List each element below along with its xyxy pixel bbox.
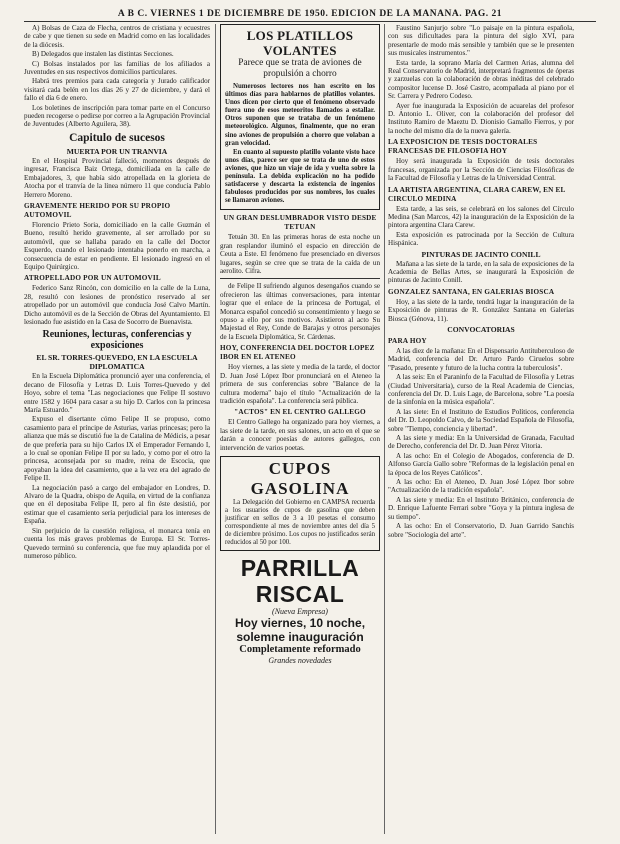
paragraph: Expuso el disertante cómo Felipe II se propuso, como casamiento para el príncipe de Asturias, varias princesas; pero la alianza que más se discutió fue la de Catalina de Médicis, a pesar de que prefería para su hijo Carlos IX el Emperador Fernando I, a lo cual se oponían Felipe II por su lado, y como por el otro la princesa, aconsejada por su madre, reina de Escocia, que apoyaban la idea del casamiento, que a la vez era del agrado de Felipe II. [24,415,210,483]
paragraph: Hoy será inaugurada la Exposición de tesis doctorales francesas, organizada por la Sección de Ciencias Filosóficas de la Facultad de Filosofía y Letras de la Universidad Central. [388,157,574,183]
section-heading: CONVOCATORIAS [447,324,515,334]
ad-text: La Delegación del Gobierno en CAMPSA recuerda a los usuarios de cupos de gasolina que deben justificar en sellos de 3 a 10 pesetas el consumo correspondiente al mes de noviembre antes del día 5 de diciembre próximo. Los cupos no justificados serán reducidos al 50 por 100. [225,498,375,546]
paragraph: En la Escuela Diplomática pronunció ayer una conferencia, el decano de Filosofía y Letras D. Luis Torres-Quevedo y del Hoyo, sobre el tema "Las negociaciones que Felipe II sostuvo entre 1582 y 1604 para casar a su hijo D. Carlos con la princesa María Estuardo." [24,372,210,414]
paragraph: Faustino Sanjurjo sobre "Lo paisaje en la pintura española, con sus dificultades para la pintura del siglo XVI, para presentarle de modo más sensible y también que se le presenten sus musicales instrumentos." [388,24,574,58]
advertisement-cupos [220,456,380,551]
paragraph: Esta tarde, a las seis, se celebrará en los salones del Círculo Medina (San Marcos, 42) la inauguración de la Exposición de la pintora argentina Clara Carew. [388,204,574,230]
news-box-platillos [220,24,380,210]
column-divider-2 [384,24,385,834]
paragraph: Hoy, a las siete de la tarde, tendrá lugar la inauguración de la Exposición de pinturas de R. González Santana en Galerías Biosca (Génova, 11). [388,297,574,323]
paragraph: de Felipe II sufriendo algunos desengaños cuando se ofrecieron las últimas conversaciones, para intentar lograr que el enlace de la princesa de Portugal, el Monarca español concedió su consentimiento y luego se opuso a ello por sus motivos. Asistieron al acto Su Majestad el Rey, Conde de Barajas y otros personajes de la Escuela Diplomática, Sr. Cárdenas. [220,282,380,341]
paragraph: Ayer fue inaugurada la Exposición de acuarelas del profesor D. Antonio L. Oliver, con la colaboración del profesor del Instituto Ramiro de Maeztu D. Dionisio Gamallo Fierros, y por la noche del mismo día de la nueva galería. [388,101,574,135]
box-title: LOS PLATILLOS VOLANTES [246,28,354,58]
paragraph: Mañana a las siete de la tarde, en la sala de exposiciones de la Academia de Bellas Artes, se inaugurará la Exposición de pinturas de Jacinto Conill. [388,259,574,285]
paragraph: A las siete: En el Instituto de Estudios Políticos, conferencia del Dr. D. Leopoldo Calvo, de la Sociedad Española de Filosofía, sobre "Tiempo, conciencia y libertad". [388,407,574,433]
column-divider-1 [215,24,216,834]
paragraph: A las diez de la mañana: En el Dispensario Antituberculoso de Madrid, conferencia del Dr. Arturo Pardo Ciruelos sobre "Pasado, presente y futuro de la lucha contra la tuberculosis". [388,346,574,372]
ad-line: Grandes novedades [268,655,332,665]
advertisement-parrilla [220,555,380,665]
paragraph: Sin perjuicio de la cuestión religiosa, el monarca tenía en cuenta los más graves problemas de Europa. El Sr. Torres-Quevedo terminó su conferencia, que fue muy aplaudida por el numeroso público. [24,526,210,560]
column-right [388,24,574,834]
section-heading: Capitulo de sucesos [69,131,165,144]
paragraph: A las ocho: En el Conservatorio, D. Juan Garrido Sanchís sobre "Sociología del arte". [388,522,574,539]
paragraph: El Centro Gallego ha organizado para hoy viernes, a las siete de la tarde, en sus salones, un acto en el que se darán a conocer poesías de autores gallegos, con intervención de varios poetas. [220,418,380,452]
ad-line: Completamente reformado [239,643,361,655]
paragraph: A) Bolsas de Caza de Flecha, centros de cristiana y ecuestres de cabe y que tienen su sede en Madrid como en las localidades de la diócesis. [24,24,210,49]
paragraph: A las ocho: En el Colegio de Abogados, conferencia de D. Alfonso García Gallo sobre "Reformas de la legislación penal en la época de los Reyes Católicos". [388,451,574,477]
paragraph: Esta tarde, la soprano María del Carmen Arias, alumna del Real Conservatorio de Madrid, interpretará fragmentos de óperas y zarzuelas con la colaboración de obras inéditas del celebrado compositor lucense D. José Castro, acompañada al piano por el Sr. Carrera y Pedrero Codeso. [388,58,574,101]
column-left [24,24,210,834]
article-heading: LA EXPOSICION DE TESIS DOCTORALES FRANCESAS DE FILOSOFIA HOY [388,138,538,156]
paragraph: C) Bolsas instalados por las familias de los afiliados a Juventudes en sus respectivos domicilios particulares. [24,59,210,77]
divider [220,278,380,279]
article-heading: EL SR. TORRES-QUEVEDO, EN LA ESCUELA DIPLOMATICA [36,353,198,372]
paragraph: B) Delegados que instalen las distintas Secciones. [32,50,174,59]
paragraph: Numerosos lectores nos han escrito en los últimos días para hablarnos de platillos volantes. Unos dicen por cierto que el fenómeno observado fuera uno de esos meteoritos llamados a estallar. Otros suponen que se trataba de un fenómeno meteorológico. Algunos, finalmente, que no eran sino aviones de propulsión a chorro que volaban a gran velocidad. [225,83,375,147]
paragraph: Los boletines de inscripción para tomar parte en el Concurso pueden recogerse o pedirse por correo a la Agrupación Provincial de Juventudes (Alberto Aguilera, 38). [24,103,210,129]
article-heading: GONZALEZ SANTANA, EN GALERIAS BIOSCA [388,287,555,296]
ad-title: CUPOS GASOLINA [250,458,350,498]
paragraph: Tetuán 30. En las primeras horas de esta noche un gran resplandor iluminó el espacio en dirección de Ceuta a Este. El fenómeno fue presenciado en diversos lugares, según se cree que se trata de la caída de un aerolito. Cifra. [220,233,380,276]
paragraph: En el Hospital Provincial falleció, momentos después de ingresar, Francisca Baiz Ortega, domiciliada en la calle de Embajadores, 3, que había sido atropellada en la glorieta de Atocha por el tranvía de la línea número 11 que conducía Pablo Herrero Moreno. [24,156,210,199]
paragraph: La negociación pasó a cargo del embajador en Londres, D. Alvaro de la Quadra, obispo de Aquila, en virtud de la confianza que en él depositaba Felipe II, pero al fin éste desistió, por estimar que el casamiento sería perjudicial para los intereses de España. [24,483,210,526]
paragraph: A las seis: En el Paraninfo de la Facultad de Filosofía y Letras (Ciudad Universitaria), curso de la Real Academia de Ciencias, conferencia del Dr. D. Luis Lage, de Barcelona, sobre "La poesía de la sinfonía en la música española". [388,373,574,407]
page-header: A B C. VIERNES 1 DE DICIEMBRE DE 1950. EDICION DE LA MAÑANA. PAG. 21 [117,9,503,19]
paragraph: En cuanto al supuesto platillo volante visto hace unos días, parece ser que se trata de uno de estos aviones, que hizo un viaje de ida y vuelta sobre la península. La debida explicación no ha podido satisfacerse y descarta la existencia de ingenios fabulosos producidos por sus nombres, los cuales se llamaron aviones. [225,148,375,205]
header-rule [24,21,596,22]
article-heading: GRAVEMENTE HERIDO POR SU PROPIO AUTOMOVIL [24,201,171,219]
article-heading: ATROPELLADO POR UN AUTOMOVIL [24,274,161,283]
article-heading: MUERTA POR UN TRANVIA [66,146,168,156]
article-heading: "ACTOS" EN EL CENTRO GALLEGO [234,408,366,417]
article-heading: HOY, CONFERENCIA DEL DOCTOR LOPEZ IBOR EN EL ATENEO [220,344,375,362]
article-heading: LA ARTISTA ARGENTINA, CLARA CAREW, EN EL CIRCULO MEDINA [388,185,566,203]
paragraph: Hoy viernes, a las siete y media de la tarde, el doctor D. Juan José López Ibor pronunciará en el Ateneo la primera de sus conferencias sobre "Balance de la cultura moderna" bajo el título "Actualización de la tradición española". La conferencia será pública. [220,363,380,405]
article-heading: UN GRAN DESLUMBRADOR VISTO DESDE TETUAN [223,214,377,232]
ad-subtitle: (Nueva Empresa) [272,606,328,616]
column-middle [220,24,380,834]
ad-line: Hoy viernes, 10 noche, [234,615,366,630]
paragraph: A las siete y media: En la Universidad de Granada, Facultad de Derecho, conferencia del Dr. D. Juan Pérez Vitoria. [388,434,574,451]
box-subtitle: Parece que se trata de aviones de propulsión a chorro [238,58,362,79]
paragraph: Esta exposición es patrocinada por la Sección de Cultura Hispánica. [388,230,574,248]
paragraph: A las ocho: En el Ateneo, D. Juan José López Ibor sobre "Actualización de la tradición española". [388,478,574,495]
ad-line: solemne inauguración [236,629,364,644]
section-heading: Reuniones, lecturas, conferencias y exposiciones [42,329,192,352]
paragraph: Federico Sanz Rincón, con domicilio en la calle de la Luna, 28, resultó con lesiones de pronóstico reservado al ser atropellado por un automóvil que conducía José Calvo Martín. Dicho automóvil es de la Sección de Obras del Ayuntamiento. El lesionado fue asistido en la Casa de Socorro de Buenavista. [24,284,210,326]
paragraph: A las siete y media: En el Instituto Británico, conferencia de D. Enrique Lafuente Ferrari sobre "Goya y la pintura inglesa de su tiempo". [388,495,574,521]
article-heading: PINTURAS DE JACINTO CONILL [421,249,541,259]
ad-title: PARRILLA RISCAL [240,554,360,607]
subsection-heading: PARA HOY [388,336,427,345]
paragraph: Habrá tres premios para cada categoría y Jurado calificador visitará cada belén en los días 26 y 27 de diciembre, y dará el fallo el día 6 de enero. [24,77,210,103]
paragraph: Florencio Prieto Soria, domiciliado en la calle Guzmán el Bueno, resultó herido gravemente, al ser arrollado por su automóvil, que se hallaba parado en la calle del Doctor Esquerdo, cuando el lesionado intentaba ponerlo en marcha, a consecuencia de estar en pendiente. El lesionado ingresó en el Equipo Quirúrgico. [24,220,210,271]
